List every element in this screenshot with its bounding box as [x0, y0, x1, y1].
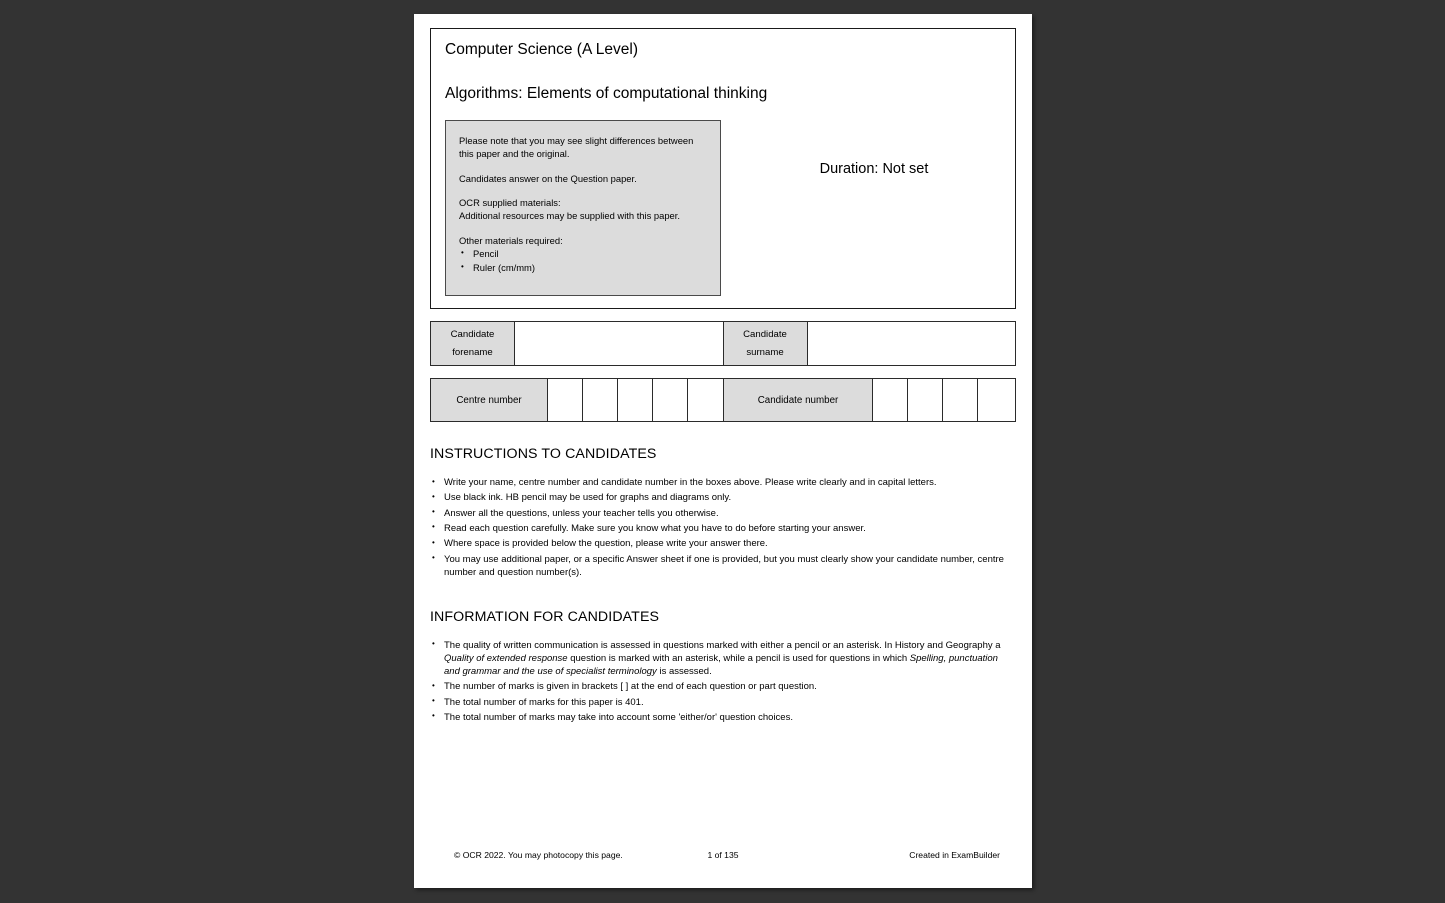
note-paragraph-ocr-materials [459, 196, 707, 223]
quality-italic-spelling-punctuation: Spelling, punctuation and grammar and the use of specialist terminology [444, 652, 998, 678]
list-item: • The total number of marks may take into account some 'either/or' question choices. [430, 711, 1016, 724]
footer-page-number: 1 of 135 [707, 850, 739, 860]
candidate-forename-input[interactable] [515, 322, 724, 365]
centre-number-digit-2[interactable] [583, 379, 618, 421]
note-materials-heading: Other materials required: [459, 234, 563, 246]
quality-italic-extended-response: Quality of extended response [444, 652, 568, 664]
candidate-number-row [430, 378, 1016, 422]
footer-copyright: © OCR 2022. You may photocopy this page. [454, 850, 623, 860]
list-item: • You may use additional paper, or a specific Answer sheet if one is provided, but you must clearly show your candidate number, centre number and question number(s). [430, 553, 1016, 579]
label-line-1: Candidate [450, 328, 495, 340]
note-line: Candidates answer on the Question paper. [459, 172, 637, 184]
note-box [445, 120, 721, 296]
subject-title: Computer Science (A Level) [445, 41, 638, 58]
quality-text-part-2: question is marked with an asterisk, while a pencil is used for questions in which [567, 652, 910, 664]
candidate-surname-label [724, 322, 808, 365]
candidate-number-digit-3[interactable] [943, 379, 978, 421]
instructions-heading: INSTRUCTIONS TO CANDIDATES [430, 446, 657, 463]
centre-number-label: Centre number [431, 379, 548, 421]
candidate-surname-input[interactable] [808, 322, 1016, 365]
note-line: Please note that you may see slight differences between [459, 135, 694, 147]
instructions-list [430, 476, 1016, 579]
footer-created-by: Created in ExamBuilder [909, 850, 1000, 860]
candidate-number-label: Candidate number [723, 379, 873, 421]
label-line-1: Candidate [743, 328, 787, 340]
header-right-column [745, 41, 1003, 296]
note-paragraph-difference [459, 134, 707, 161]
header-left-column [445, 41, 768, 296]
candidate-forename-label [431, 322, 515, 365]
centre-number-digit-3[interactable] [618, 379, 653, 421]
list-item: • Pencil [459, 247, 707, 261]
note-line: Additional resources may be supplied with this paper. [459, 210, 680, 222]
list-item: • Where space is provided below the question, please write your answer there. [430, 537, 1016, 550]
quality-text-part-3: is assessed. [656, 666, 712, 678]
information-list [430, 639, 1016, 724]
candidate-number-digit-1[interactable] [873, 379, 908, 421]
information-section [430, 609, 1016, 724]
quality-text-part-1: The quality of written communication is assessed in questions marked with either a pencil or an asterisk. In History and Geography a [444, 639, 1001, 651]
paper-title: Algorithms: Elements of computational thinking [445, 85, 768, 103]
exam-paper-page [414, 14, 1032, 888]
centre-number-digit-4[interactable] [653, 379, 688, 421]
centre-number-digit-1[interactable] [548, 379, 583, 421]
list-item: • Read each question carefully. Make sure you know what you have to do before starting your answer. [430, 522, 1016, 535]
list-item-quality-of-communication [430, 639, 1016, 678]
paper-header-box [430, 28, 1016, 309]
list-item: • The number of marks is given in brackets [ ] at the end of each question or part question. [430, 680, 1016, 693]
list-item: • Use black ink. HB pencil may be used for graphs and diagrams only. [430, 491, 1016, 504]
centre-number-digit-5[interactable] [688, 379, 723, 421]
label-line-2: surname [746, 347, 784, 359]
list-item: • Ruler (cm/mm) [459, 261, 707, 275]
label-line-2: forename [452, 347, 493, 359]
instructions-section [430, 446, 1016, 579]
materials-list [459, 247, 707, 275]
candidate-name-row [430, 321, 1016, 366]
list-item: • Write your name, centre number and candidate number in the boxes above. Please write clearly and in capital letters. [430, 476, 1016, 489]
duration-text: Duration: Not set [819, 161, 929, 177]
information-heading: INFORMATION FOR CANDIDATES [430, 608, 660, 625]
note-paragraph-other-materials [459, 234, 707, 276]
list-item: • The total number of marks for this paper is 401. [430, 696, 1016, 709]
page-footer [430, 850, 1016, 860]
note-line: this paper and the original. [459, 148, 570, 160]
candidate-number-digit-4[interactable] [978, 379, 1013, 421]
list-item: • Answer all the questions, unless your teacher tells you otherwise. [430, 507, 1016, 520]
candidate-number-digit-2[interactable] [908, 379, 943, 421]
note-paragraph-answer-location [459, 172, 707, 185]
note-line: OCR supplied materials: [459, 197, 561, 209]
